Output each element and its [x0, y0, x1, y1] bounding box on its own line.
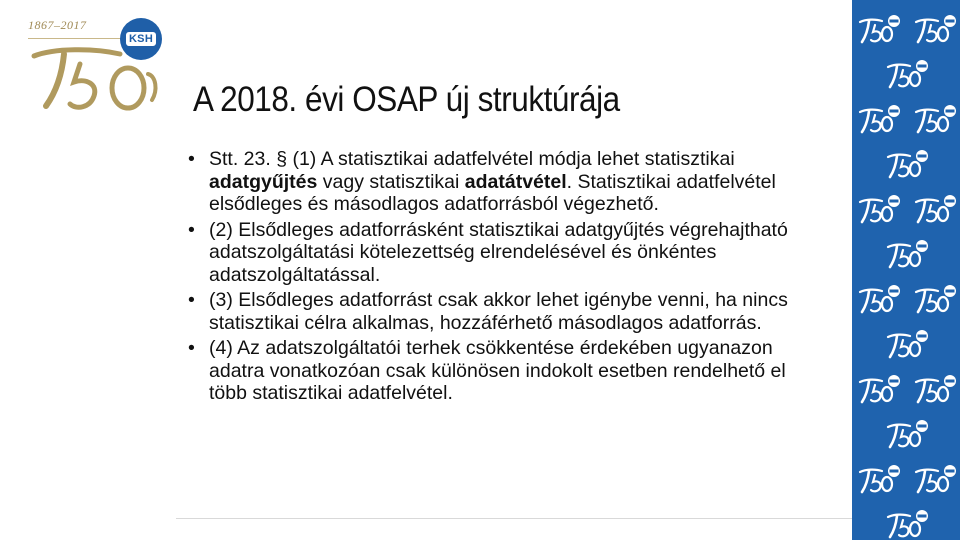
bullet-marker: • [188, 337, 195, 359]
bold-term-adatatvetel: adatátvétel [464, 170, 567, 193]
bullet-text: (4) Az adatszolgáltatói terhek csökkentése érdekében ugyanazon adatra vonatkozóan csak különösen indokolt esetben rendelhető el több statisztikai adatfelvétel. [209, 337, 786, 404]
bullet-item [188, 219, 828, 287]
bullet-item [188, 289, 828, 334]
bullet-marker: • [188, 289, 195, 311]
logo-years: 1867–2017 [28, 18, 87, 32]
t150-ksh-icon [858, 194, 902, 224]
decorative-pattern-panel [852, 0, 960, 540]
bold-term-adatgyujtes: adatgyűjtés [209, 170, 318, 193]
t150-ksh-icon [858, 14, 902, 44]
t150-ksh-icon [886, 239, 930, 269]
bullet-text: Stt. 23. § (1) A statisztikai adatfelvétel módja lehet statisztikai adatgyűjtés vagy statisztikai adatátvétel. Statisztikai adatfelvétel elsődleges és másodlagos adatforrásból végezhető. [209, 148, 776, 215]
t150-ksh-icon [914, 14, 958, 44]
bullet-marker: • [188, 148, 195, 170]
bullet-item [188, 337, 828, 405]
ksh-150-logo [22, 12, 172, 104]
bullet-item [188, 148, 828, 216]
t150-ksh-icon [886, 329, 930, 359]
t150-ksh-icon [858, 284, 902, 314]
t150-ksh-icon [914, 194, 958, 224]
t150-ksh-icon [914, 104, 958, 134]
bullet-list [188, 148, 828, 408]
t150-ksh-icon [886, 59, 930, 89]
bullet-text: (3) Elsődleges adatforrást csak akkor lehet igénybe venni, ha nincs statisztikai célra alkalmas, hozzáférhető másodlagos adatforrás. [209, 289, 788, 334]
bullet-marker: • [188, 218, 195, 241]
bottom-divider [176, 518, 852, 519]
t150-ksh-icon [886, 509, 930, 539]
t150-ksh-icon [858, 464, 902, 494]
t150-ksh-icon [886, 149, 930, 179]
t150-ksh-icon [914, 374, 958, 404]
t150-ksh-icon [914, 464, 958, 494]
t150-ksh-icon [858, 374, 902, 404]
ksh-badge-label: KSH [126, 32, 156, 46]
t150-logo-icon [24, 34, 174, 114]
t150-ksh-icon [914, 284, 958, 314]
t150-ksh-icon [858, 104, 902, 134]
t150-ksh-icon [886, 419, 930, 449]
bullet-text: (2) Elsődleges adatforrásként statisztikai adatgyűjtés végrehajtható adatszolgáltatási kötelezettség elrendelésével és önkéntes adatszolgáltatással. [209, 218, 788, 286]
slide-title: A 2018. évi OSAP új struktúrája [193, 80, 620, 119]
